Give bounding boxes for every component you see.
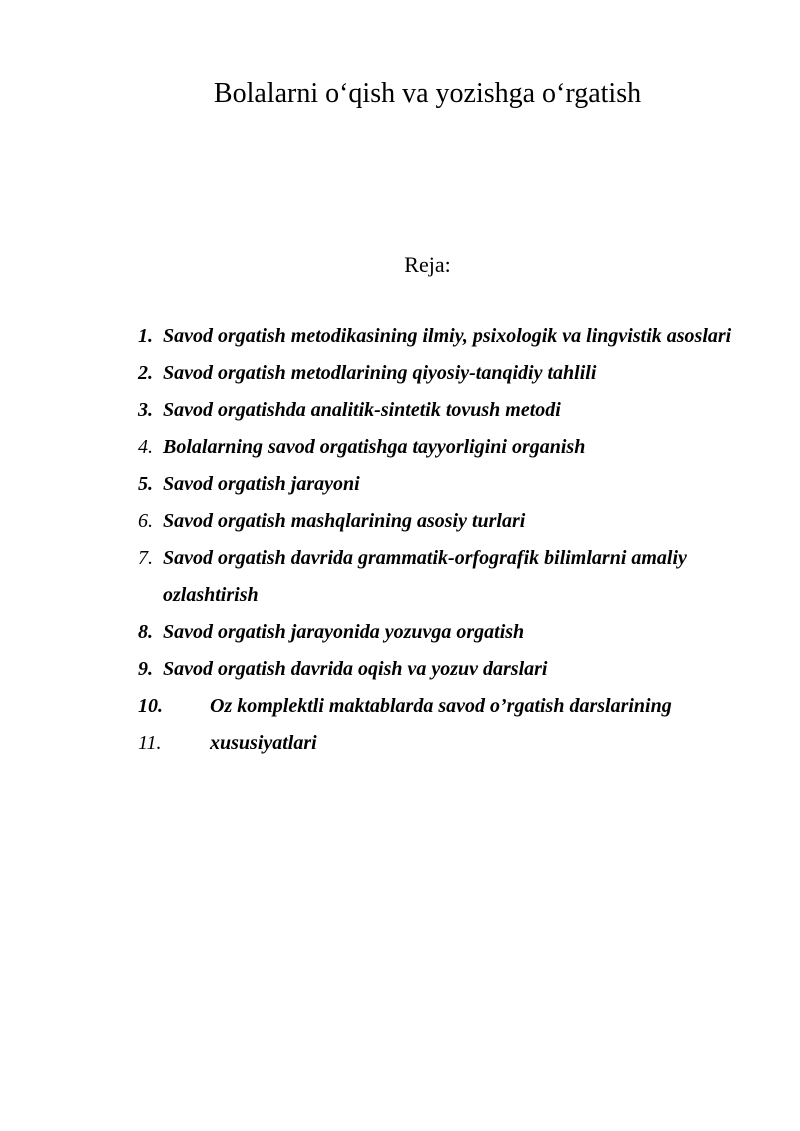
plan-item-number: 5. — [138, 473, 153, 495]
plan-item-number: 11. — [138, 732, 162, 754]
plan-item-1 — [0, 318, 800, 355]
plan-item-9 — [0, 651, 800, 688]
plan-item-number: 3. — [138, 399, 153, 421]
document-title: Bolalarni o‘qish va yozishga o‘rgatish — [213, 78, 642, 109]
plan-item-7 — [0, 540, 800, 614]
plan-item-4 — [0, 429, 800, 466]
plan-item-number: 2. — [138, 362, 153, 384]
plan-item-number: 6. — [138, 510, 153, 532]
plan-item-text: Savod orgatish jarayoni — [163, 473, 360, 495]
plan-item-11 — [0, 725, 800, 762]
plan-item-10 — [0, 688, 800, 725]
plan-item-number: 4. — [138, 436, 153, 458]
plan-item-2 — [0, 355, 800, 392]
plan-item-text: Savod orgatish metodlarining qiyosiy-tanqidiy tahlili — [163, 362, 597, 384]
plan-item-text: Savod orgatish metodikasining ilmiy, psixologik va lingvistik asoslari — [163, 325, 732, 347]
plan-item-number: 7. — [138, 547, 153, 569]
plan-item-number: 8. — [138, 621, 153, 643]
plan-item-5 — [0, 466, 800, 503]
plan-list — [0, 318, 800, 762]
plan-item-6 — [0, 503, 800, 540]
plan-item-text: Savod orgatish davrida oqish va yozuv darslari — [163, 658, 548, 680]
plan-item-number: 10. — [138, 695, 163, 717]
plan-item-text: Oz komplektli maktablarda savod o’rgatish darslarining — [210, 695, 672, 717]
plan-item-text: Savod orgatish mashqlarining asosiy turlari — [163, 510, 526, 532]
plan-item-text: Savod orgatish jarayonida yozuvga orgatish — [163, 621, 525, 643]
plan-heading: Reja: — [404, 252, 451, 277]
plan-item-text: Bolalarning savod orgatishga tayyorligini organish — [163, 436, 586, 458]
plan-item-text: xususiyatlari — [210, 732, 317, 754]
plan-item-text: Savod orgatishda analitik-sintetik tovush metodi — [163, 399, 561, 421]
plan-item-number: 9. — [138, 658, 153, 680]
plan-item-3 — [0, 392, 800, 429]
plan-item-8 — [0, 614, 800, 651]
plan-item-number: 1. — [138, 325, 153, 347]
plan-item-text: Savod orgatish davrida grammatik-orfografik bilimlarni amaliy ozlashtirish — [163, 547, 687, 606]
